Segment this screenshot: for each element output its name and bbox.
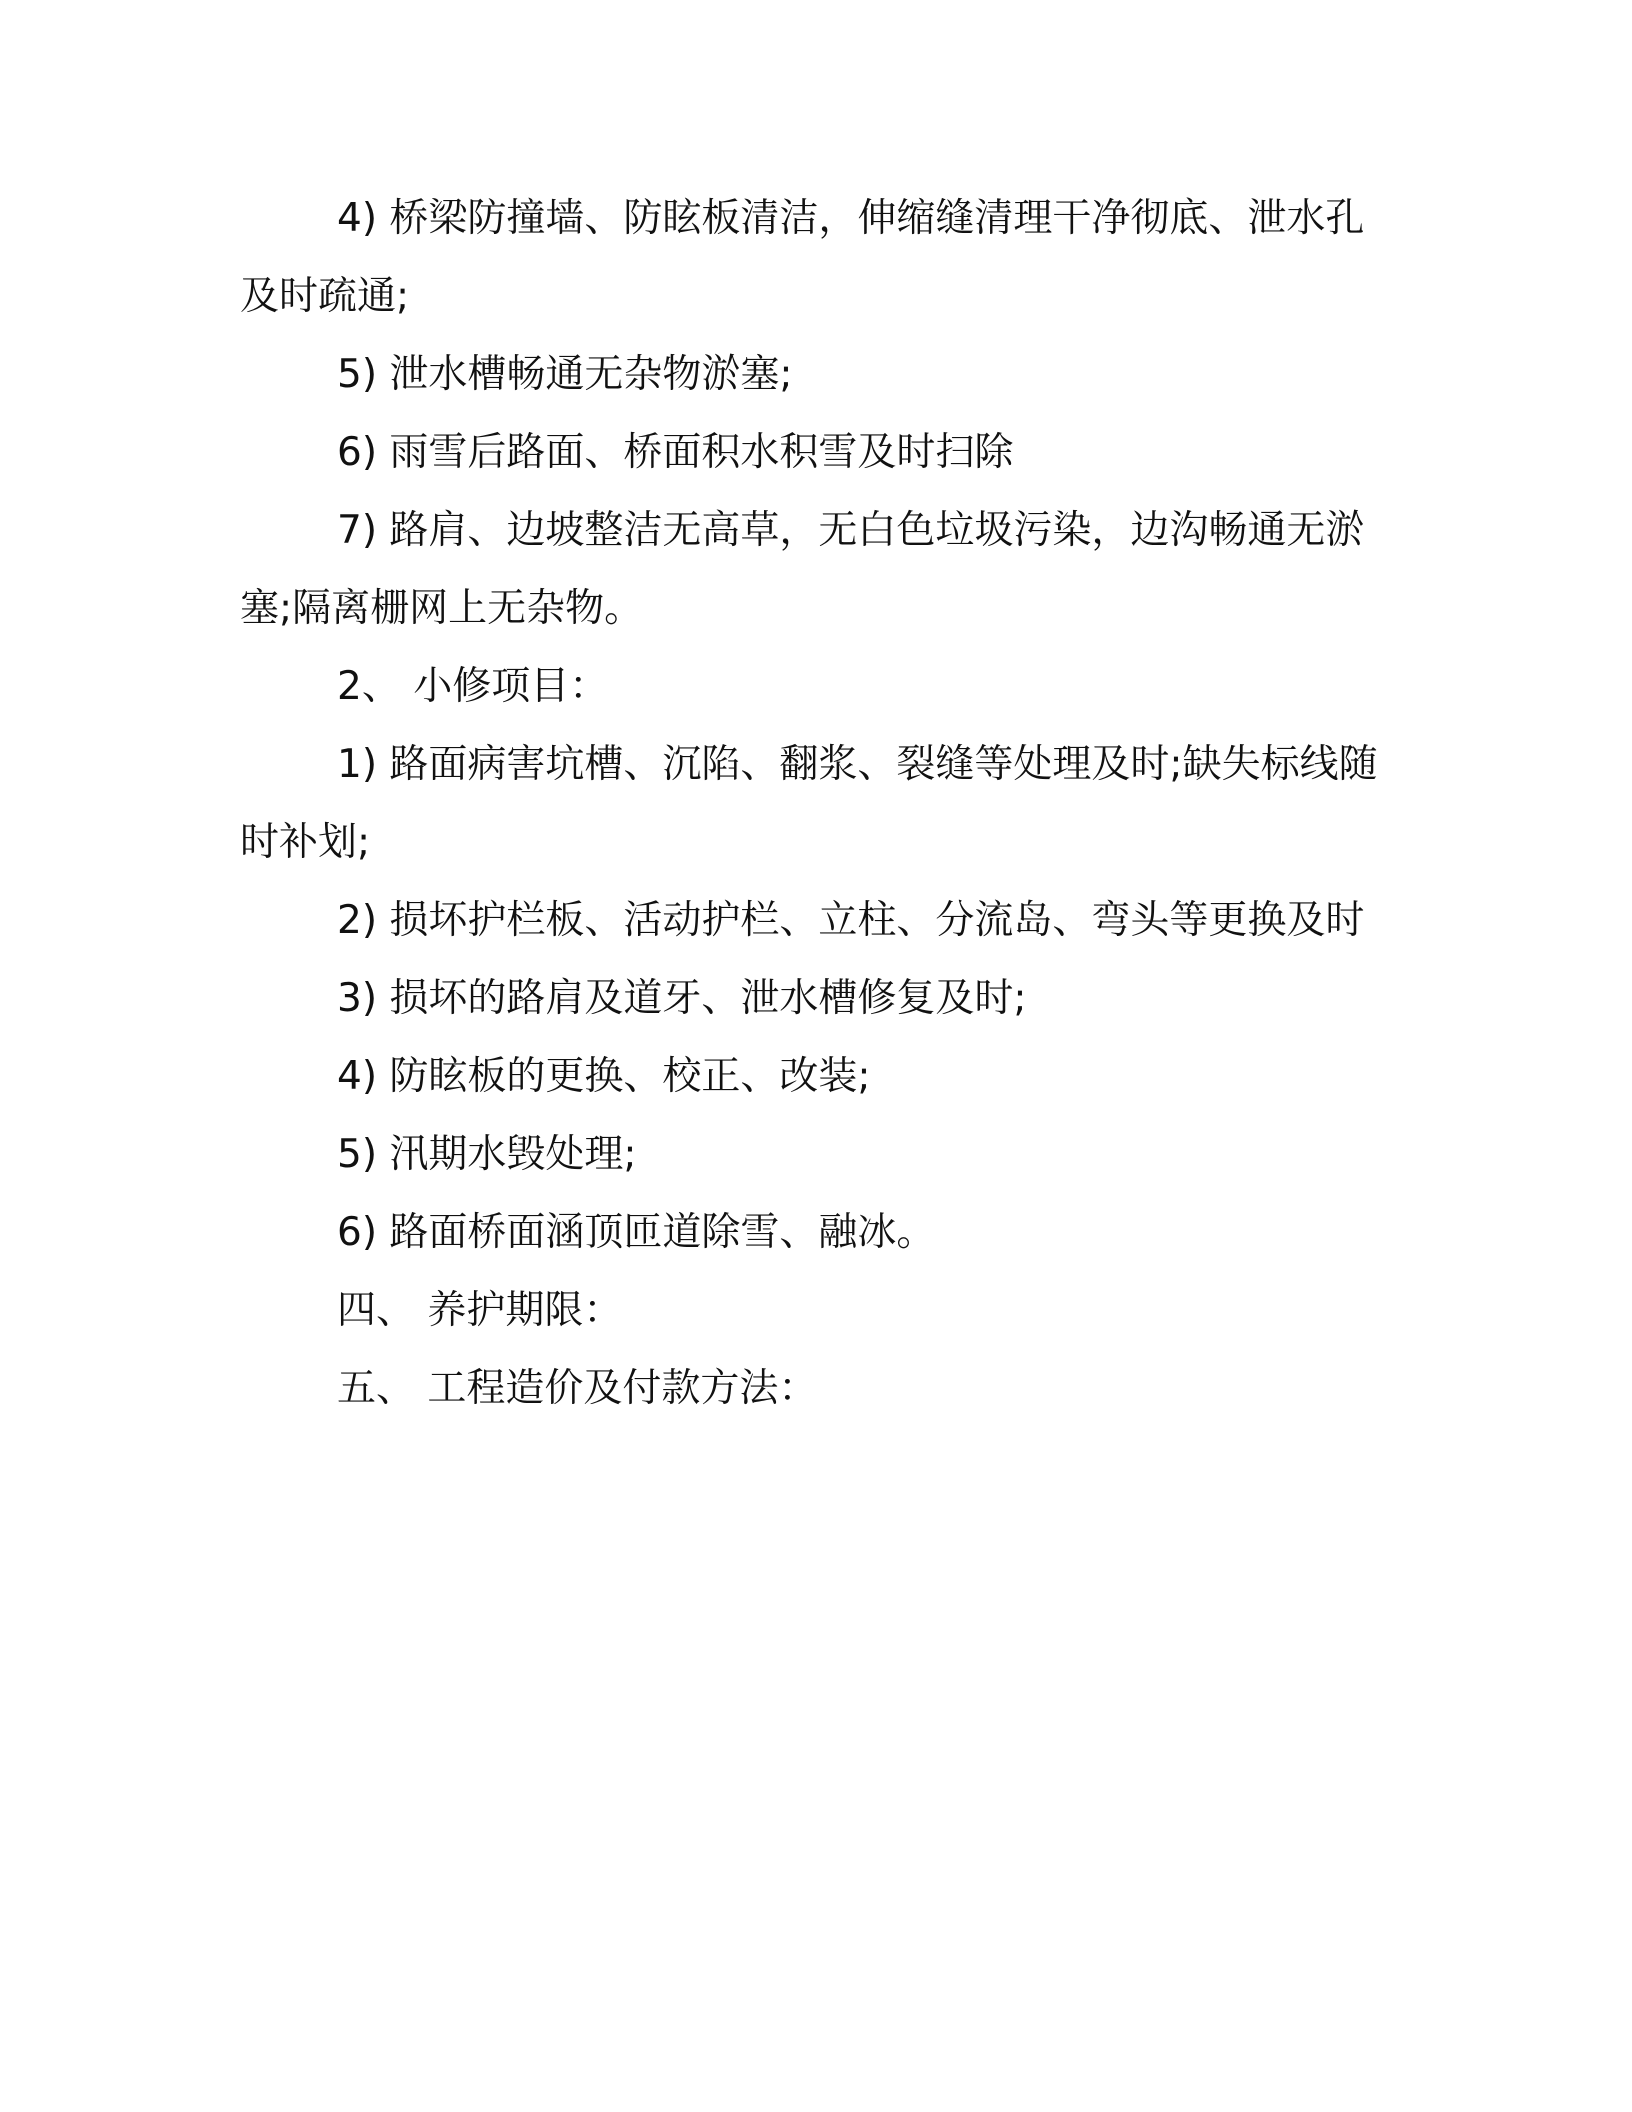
paragraph-shoulder-repair: 3) 损坏的路肩及道牙、泄水槽修复及时; [337,976,1027,1021]
paragraph-deicing: 6) 路面桥面涵顶匝道除雪、融冰。 [337,1210,936,1255]
heading-minor-repairs: 2、 小修项目： [337,664,609,709]
paragraph-shoulder-slope: 7) 路肩、边坡整洁无高草，无白色垃圾污染，边沟畅通无淤塞;隔离栅网上无杂物。 [240,508,1365,631]
heading-cost-payment: 五、 工程造价及付款方法： [337,1366,818,1411]
paragraph-anti-glare-panel: 4) 防眩板的更换、校正、改装; [337,1054,871,1099]
paragraph-guardrail-replacement: 2) 损坏护栏板、活动护栏、立柱、分流岛、弯头等更换及时 [337,898,1365,943]
paragraph-snow-clearing: 6) 雨雪后路面、桥面积水积雪及时扫除 [337,430,1014,475]
paragraph-bridge-cleaning: 4) 桥梁防撞墙、防眩板清洁，伸缩缝清理干净彻底、泄水孔及时疏通; [240,196,1365,319]
paragraph-flood-damage: 5) 汛期水毁处理; [337,1132,637,1177]
heading-maintenance-period: 四、 养护期限： [337,1288,623,1333]
paragraph-pavement-defects: 1) 路面病害坑槽、沉陷、翻浆、裂缝等处理及时;缺失标线随时补划; [240,742,1378,865]
document-body [240,180,1400,1428]
paragraph-drainage-channel: 5) 泄水槽畅通无杂物淤塞; [337,352,793,397]
